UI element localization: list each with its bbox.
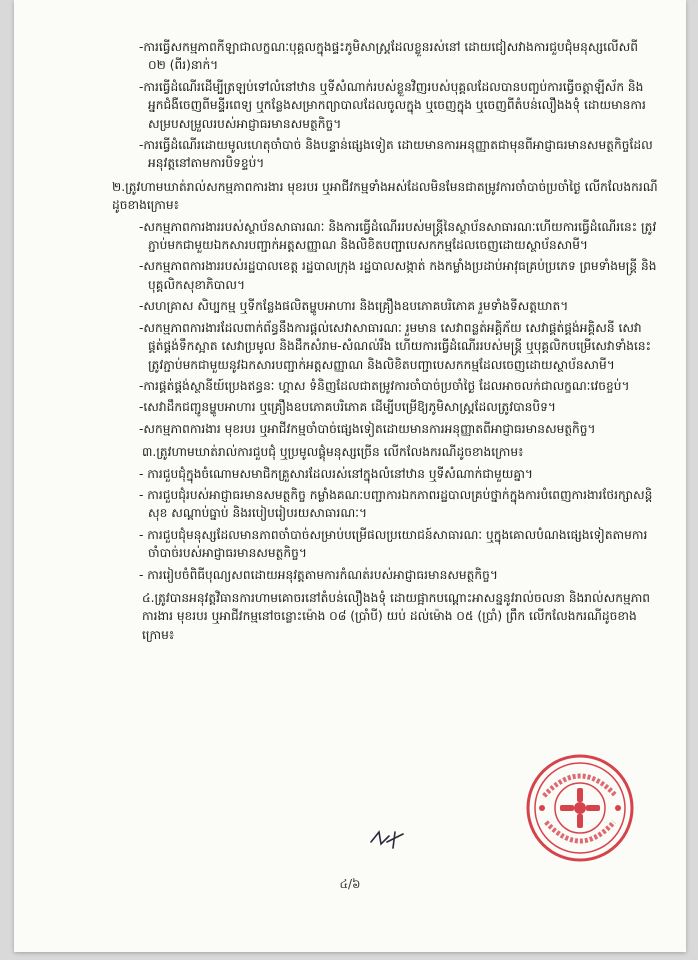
bullet-return-travel: -ការធ្វើដំណើរដើម្បីត្រឡប់ទៅលំនៅឋាន ឬទីសំណាក់របស់ខ្លួនវិញរបស់បុគ្គលដែលបានបញ្ចប់ការធ្វើចត្តាឡីស័ក និងអ្នកជំងឺចេញពីមន្ទីរពេទ្យ ឬកន្លែងសម្រាកព្យាបាលដែលចូលក្នុង ឬចេញក្នុង ឬចេញពីតំបន់លឿងងទុំ ដោយមានការសម្របសម្រួលរបស់អាជ្ញាធរមានសមត្ថកិច្ច។ bbox=[139, 79, 646, 131]
signature-icon bbox=[369, 828, 409, 850]
section-2-bullet: -ការផ្គត់ផ្គង់ស្ថានីយ៍ប្រេងឥន្ធនៈ ហ្គាស ទំនិញដែលជាតម្រូវការចាំបាច់ប្រចាំថ្ងៃ ដែលអាចលក់ជាលក្ខណៈវេចខ្ចប់។ bbox=[139, 378, 630, 393]
page-number: ៤/៦ bbox=[339, 877, 361, 891]
section-3-bullet: - ការជួបជុំរបស់អាជ្ញាធរមានសមត្ថកិច្ច កម្លាំងគណៈបញ្ជាការឯកភាពរដ្ឋបាលគ្រប់ថ្នាក់ក្នុងការបំពេញការងារថែរក្សាសន្តិសុខ សណ្តាប់ធ្នាប់ និងរបៀបរៀបរយសាធារណៈ។ bbox=[139, 487, 653, 521]
official-seal-icon bbox=[524, 752, 636, 864]
bullet-urgent-travel: -ការធ្វើដំណើរដោយមូលហេតុចាំបាច់ និងបន្ទាន់ផ្សេងទៀត ដោយមានការអនុញ្ញាតជាមុនពីអាជ្ញាធរមានសមត្ថកិច្ចដែលអនុវត្តនៅតាមការបិទខ្ទប់។ bbox=[139, 138, 653, 171]
section-3-bullet: - ការជួបជុំក្នុងចំណោមសមាជិកគ្រួសារដែលរស់នៅក្នុងលំនៅឋាន ឬទីសំណាក់ជាមួយគ្នា។ bbox=[139, 466, 533, 481]
document-body bbox=[112, 38, 658, 647]
section-2-heading: ២.ត្រូវហាមឃាត់រាល់សកម្មភាពការងារ មុខរបរ ឬអាជីវកម្មទាំងអស់ដែលមិនមែនជាតម្រូវការចាំបាច់ប្រចាំថ្ងៃ លើកលែងករណីដូចខាងក្រោម៖ bbox=[112, 179, 658, 213]
section-2-bullet: -សេវាដឹកជញ្ជូនម្ហូបអាហារ ឬគ្រឿងឧបភោគបរិភោគ ដើម្បីបម្រើឱ្យភូមិសាស្ត្រដែលត្រូវបានបិទ។ bbox=[139, 400, 556, 415]
section-4-heading: ៤.ត្រូវបានអនុវត្តវិធានការហាមគោចរនៅតំបន់លឿងងទុំ ដោយផ្អាកបណ្តោះអាសន្ននូវរាល់ចលនា និងរាល់សកម្មភាពការងារ មុខរបរ ឬអាជីវកម្មនៅចន្លោះម៉ោង ០៨ (ប្រាំបី) យប់ ដល់ម៉ោង ០៥ (ប្រាំ) ព្រឹក លើកលែងករណីដូចខាងក្រោម៖ bbox=[142, 590, 651, 642]
section-2-bullet: -សកម្មភាពការងាររបស់រដ្ឋបាលខេត្ត រដ្ឋបាលក្រុង រដ្ឋបាលសង្កាត់ កងកម្លាំងប្រដាប់អាវុធគ្រប់ប្រភេទ ព្រមទាំងមន្ត្រី និងបុគ្គលិកសុខាភិបាល។ bbox=[139, 259, 657, 292]
section-2-bullet: -សកម្មភាពការងារដែលពាក់ព័ន្ធនឹងការផ្តល់សេវាសាធារណៈ រួមមាន សេវាពន្លត់អគ្គិភ័យ សេវាផ្គត់ផ្គង់អគ្គិសនី សេវាផ្គត់ផ្គង់ទឹកស្អាត សេវាប្រមូល និងដឹកសំរាម-សំណល់រឹង ហើយការធ្វើដំណើររបស់មន្ត្រី ឬបុគ្គលិកបម្រើសេវាទាំងនេះ ត្រូវភ្ជាប់មកជាមួយនូវឯកសារបញ្ជាក់អត្តសញ្ញាណ និងលិខិតបញ្ជាបេសកកម្មដែលចេញដោយស្ថាប័នសាមី។ bbox=[139, 320, 651, 372]
document-page bbox=[14, 0, 686, 952]
bullet-sport: -ការធ្វើសកម្មភាពកីឡាជាលក្ខណៈបុគ្គលក្នុងផ្ទះភូមិសាស្ត្រដែលខ្លួនរស់នៅ ដោយជៀសវាងការជួបជុំមនុស្សលើសពី ០២ (ពីរ)នាក់។ bbox=[139, 40, 638, 73]
section-3-heading: ៣.ត្រូវហាមឃាត់រាល់ការជួបជុំ ឬប្រមូលផ្តុំមនុស្សច្រើន លើកលែងករណីដូចខាងក្រោម៖ bbox=[142, 445, 524, 460]
section-3-bullet: - ការរៀបចំពិធីបុណ្យសពដោយអនុវត្តតាមការកំណត់របស់អាជ្ញាធរមានសមត្ថកិច្ច។ bbox=[139, 567, 498, 582]
section-2-bullet: -សកម្មភាពការងារ មុខរបរ ឬអាជីវកម្មចាំបាច់ផ្សេងទៀតដោយមានការអនុញ្ញាតពីអាជ្ញាធរមានសមត្ថកិច្ច។ bbox=[139, 421, 596, 436]
section-2-bullet: -សហគ្រាស សិប្បកម្ម ឬទីកន្លែងផលិតម្ហូបអាហារ និងគ្រឿងឧបភោគបរិភោគ រួមទាំងទីសត្តឃាត។ bbox=[139, 299, 569, 314]
section-2-bullet: -សកម្មភាពការងាររបស់ស្ថាប័នសាធារណៈ និងការធ្វើដំណើររបស់មន្ត្រីនៃស្ថាប័នសាធារណៈហើយការធ្វើដំណើរនេះ ត្រូវភ្ជាប់មកជាមួយឯកសារបញ្ជាក់អត្តសញ្ញាណ និងលិខិតបញ្ជាបេសកកម្មដែលចេញដោយស្ថាប័នសាមី។ bbox=[139, 219, 657, 253]
section-3-bullet: - ការជួបជុំមនុស្សដែលមានភាពចាំបាច់សម្រាប់បម្រើផលប្រយោជន៍សាធារណៈ ឬក្នុងគោលបំណងផ្សេងទៀតតាមការចាំបាច់របស់អាជ្ញាធរមានសមត្ថកិច្ច។ bbox=[139, 527, 648, 561]
